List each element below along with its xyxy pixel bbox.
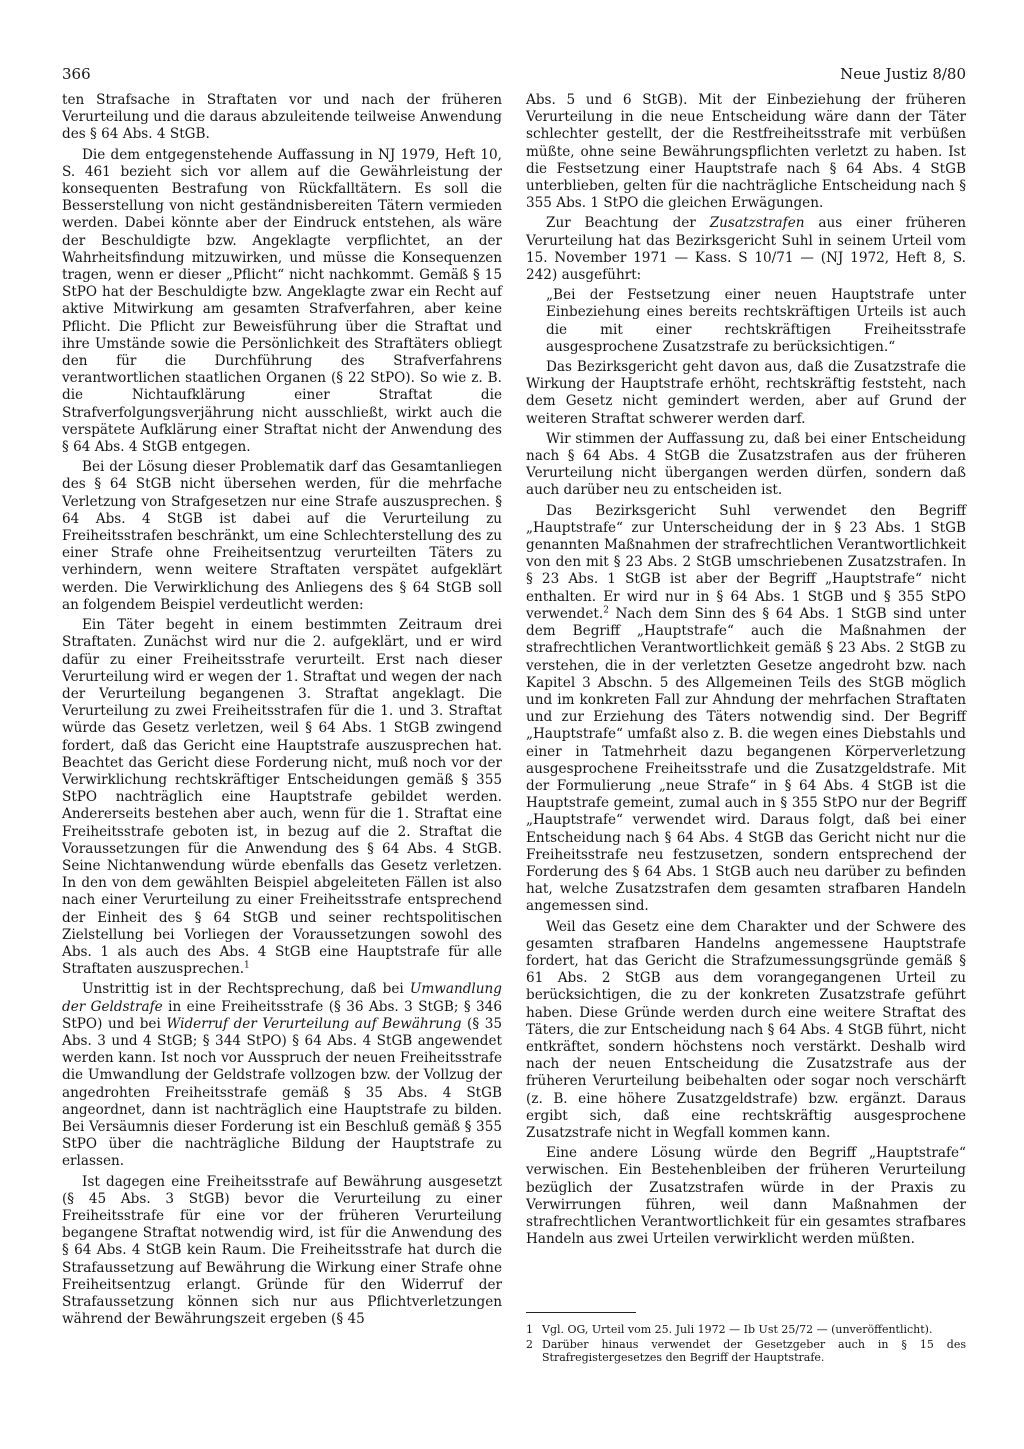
emphasis: Widerruf der Verurteilung auf Bewährung — [166, 1015, 462, 1032]
footnote — [526, 1338, 966, 1365]
footnote-divider — [526, 1312, 636, 1313]
right-column — [526, 92, 966, 1251]
paragraph: Bei der Lösung dieser Problematik darf das Gesamtanliegen des § 64 StGB nicht übersehen werden, für die mehrfache Verletzung von Strafgesetzen nur eine Strafe auszusprechen. § 64 Abs. 4 StGB ist dabei auf die Verurteilung zu Freiheitsstrafen beschränkt, um eine Schlechterstellung des zu einer Strafe ohne Freiheitsentzug verurteilten Täters zu verhindern, wenn weitere Straftaten verspätet aufgeklärt werden. Die Verwirklichung des Anliegens des § 64 StGB soll an folgendem Beispiel verdeutlicht werden: — [62, 459, 502, 613]
paragraph-text: (§ 35 Abs. 3 und 4 StGB; § 344 StPO) § 64 Abs. 4 StGB angewendet werden kann. Ist noch vor Ausspruch der neuen Freiheitsstrafe die Umwandlung der Geldstrafe vollzogen bzw. der Vollzug der angedrohten Freiheitsstrafe gemäß § 35 Abs. 4 StGB angeordnet, dann ist nachträglich eine Hauptstrafe zu bilden. Bei Versäumnis dieser Forderung ist ein Beschluß gemäß § 355 StPO über die nachträgliche Bildung der Hauptstrafe zu erlassen. — [62, 1015, 502, 1170]
paragraph: Wir stimmen der Auffassung zu, daß bei einer Entscheidung nach § 64 Abs. 4 StGB die Zusatzstrafen aus der früheren Verurteilung nicht übergangen werden dürfen, sondern daß auch darüber neu zu entscheiden ist. — [526, 430, 966, 499]
footnote-number: 2 — [526, 1337, 533, 1351]
emphasis: Umwandlung der Geldstrafe — [62, 981, 502, 1015]
page-number: 366 — [62, 65, 91, 83]
emphasis: Zusatzstrafen — [709, 215, 805, 232]
page — [62, 64, 966, 1424]
footnotes — [526, 1312, 966, 1366]
paragraph: Die dem entgegenstehende Auffassung in NJ 1979, Heft 10, S. 461 bezieht sich vor allem auf die Gewährleistung der konsequenten Bestrafung von Rückfalltätern. Es soll die Besserstellung von nicht geständnisbereiten Tätern vermieden werden. Dabei könnte aber der Eindruck entstehen, als wäre der Beschuldigte bzw. Angeklagte verpflichtet, an der Wahrheitsfindung mitzuwirken, und müsse die Konsequenzen tragen, wenn er dieser „Pflicht“ nicht nachkommt. Gemäß § 15 StPO hat der Beschuldigte bzw. Angeklagte zwar ein Recht auf aktive Mitwirkung am gesamten Strafverfahren, aber keine Pflicht. Die Pflicht zur Beweisführung über die Straftat und ihre Umstände sowie die Persönlichkeit des Straftäters obliegt den für die Durchführung des Strafverfahrens verantwortlichen staatlichen Organen (§ 22 StPO). So wie z. B. die Nichtaufklärung einer Straftat die Strafverfolgungsverjährung nicht ausschließt, wirkt auch die verspätete Aufklärung einer Straftat nicht der Anwendung des § 64 Abs. 4 StGB entgegen. — [62, 146, 502, 456]
paragraph: Das Bezirksgericht geht davon aus, daß die Zusatzstrafe die Wirkung der Hauptstrafe erhöht, rechtskräftig feststeht, nach dem Gesetz nicht gemindert werden, aber auf Grund der weiteren Straftat schwerer werden darf. — [526, 359, 966, 427]
footnote-text: Darüber hinaus verwendet der Gesetzgeber auch in § 15 des Strafregistergesetzes den Begriff der Hauptstrafe. — [542, 1337, 966, 1364]
footnote-marker: 2 — [603, 605, 609, 616]
paragraph — [526, 215, 966, 284]
footnote-number: 1 — [526, 1323, 533, 1336]
journal-issue: Neue Justiz 8/80 — [840, 65, 966, 83]
paragraph: Ist dagegen eine Freiheitsstrafe auf Bewährung ausgesetzt (§ 45 Abs. 3 StGB) bevor die Verurteilung zu einer Freiheitsstrafe für eine vor der früheren Verurteilung begangene Straftat notwendig wird, ist für die Anwendung des § 64 Abs. 4 StGB kein Raum. Die Freiheitsstrafe hat durch die Strafaussetzung auf Bewährung die Wirkung einer Strafe ohne Freiheitsentzug erlangt. Gründe für den Widerruf der Strafaussetzung können sich nur aus Pflichtverletzungen während der Bewährungszeit ergeben (§ 45 — [62, 1173, 502, 1328]
paragraph-text: Ein Täter begeht in einem bestimmten Zeitraum drei Straftaten. Zunächst wird nur die 2. aufgeklärt, und er wird dafür zu einer Freiheitsstrafe verurteilt. Erst nach dieser Verurteilung wird er wegen der 1. Straftat und wegen der nach der Verurteilung begangenen 3. Straftat angeklagt. Die Verurteilung zu zwei Freiheitsstrafen für die 1. und 3. Straftat würde das Gesetz verletzen, weil § 64 Abs. 1 StGB zwingend fordert, daß das Gericht eine Hauptstrafe auszusprechen hat. Beachtet das Gericht diese Forderung nicht, muß noch vor der Verwirklichung rechtskräftiger Entscheidungen gemäß § 355 StPO nachträglich eine Hauptstrafe gebildet werden. Andererseits bestehen aber auch, wenn für die 1. Straftat eine Freiheitsstrafe geboten ist, in bezug auf die 2. Straftat die Voraussetzungen für die Anwendung des § 64 Abs. 4 StGB. Seine Nichtanwendung würde ebenfalls das Gesetz verletzen. In den von dem gewählten Beispiel abgeleiteten Fällen ist also nach einer Verurteilung zu einer Freiheitsstrafe entsprechend der Einheit des § 64 StGB und seiner rechtspolitischen Zielstellung bei Vorliegen der Voraussetzungen sowohl des Abs. 1 als auch des Abs. 4 StGB eine Hauptstrafe für alle Straftaten auszusprechen. — [62, 617, 502, 978]
paragraph-text: Nach dem Sinn des § 64 Abs. 1 StGB sind unter dem Begriff „Hauptstrafe“ auch die Maßnahmen der strafrechtlichen Verantwortlichkeit gemäß § 23 Abs. 2 StGB zu verstehen, die in der verletzten Gesetze angedroht bzw. nach Kapitel 3 Abschn. 5 des Allgemeinen Teils des StGB möglich und im konkreten Fall zur Ahndung der mehrfachen Straftaten und zur Erziehung des Täters notwendig sind. Der Begriff „Hauptstrafe“ umfaßt also z. B. die wegen eines Diebstahls und einer in Tatmehrheit dazu begangenen Körperverletzung ausgesprochene Freiheitsstrafe und die Zusatzgeldstrafe. Mit der Formulierung „neue Strafe“ in § 64 Abs. 4 StGB ist die Hauptstrafe gemeint, zumal auch in § 355 StPO nur der Begriff „Hauptstrafe“ verwendet wird. Daraus folgt, daß bei einer Entscheidung nach § 64 Abs. 4 StGB das Gericht nicht nur die Freiheitsstrafe neu festzusetzen, sondern entsprechend der Forderung des § 64 Abs. 1 StGB auch neu darüber zu befinden hat, welche Zusatzstrafen dem gesamten strafbaren Handeln angemessen sind. — [526, 605, 966, 915]
paragraph — [526, 503, 966, 916]
page-header — [62, 64, 966, 84]
paragraph — [62, 981, 502, 1170]
paragraph: Abs. 5 und 6 StGB). Mit der Einbeziehung der früheren Verurteilung in die neue Entscheidung wäre dann der Täter schlechter gestellt, der die Restfreiheitsstrafe mit verbüßen müßte, ohne seine Bewährungspflichten verletzt zu haben. Ist die Festsetzung einer Hauptstrafe nach § 64 Abs. 4 StGB unterblieben, gelten für die nachträgliche Entscheidung nach § 355 Abs. 1 StPO die gleichen Erwägungen. — [526, 92, 966, 212]
paragraph-text: aus einer früheren Verurteilung hat das Bezirksgericht Suhl in seinem Urteil vom 15. November 1971 — Kass. S 10/71 — (NJ 1972, Heft 8, S. 242) ausgeführt: — [526, 215, 966, 284]
footnote — [526, 1323, 966, 1337]
paragraph — [62, 617, 502, 978]
paragraph-text: Das Bezirksgericht Suhl verwendet den Begriff „Hauptstrafe“ zur Unterscheidung der in § 23 Abs. 1 StGB genannten Maßnahmen der strafrechtlichen Verantwortlichkeit von den mit § 23 Abs. 2 StGB umschriebenen Zusatzstrafen. In § 23 Abs. 1 StGB ist aber der Begriff „Hauptstrafe“ nicht enthalten. Er wird nur in § 64 Abs. 1 StGB und § 355 StPO verwendet. — [526, 502, 966, 622]
paragraph: ten Strafsache in Straftaten vor und nach der früheren Verurteilung und die daraus abzuleitende teilweise Anwendung des § 64 Abs. 4 StGB. — [62, 92, 502, 143]
paragraph-text: Unstrittig ist in der Rechtsprechung, daß bei — [82, 981, 410, 998]
paragraph-text: in eine Freiheitsstrafe (§ 36 Abs. 3 StGB; § 346 StPO) und bei — [62, 998, 502, 1032]
left-column — [62, 92, 502, 1331]
paragraph: Eine andere Lösung würde den Begriff „Hauptstrafe“ verwischen. Ein Bestehenbleiben der früheren Verurteilung bezüglich der Zusatzstrafen würde in der Praxis zu Verwirrungen führen, weil dann Maßnahmen der strafrechtlichen Verantwortlichkeit für ein gesamtes strafbares Handeln aus zwei Urteilen verwirklicht werden müßten. — [526, 1145, 966, 1248]
paragraph-text: Zur Beachtung der — [546, 215, 710, 232]
footnote-marker: 1 — [244, 960, 250, 971]
block-quote: „Bei der Festsetzung einer neuen Hauptstrafe unter Einbeziehung eines bereits rechtskräftigen Urteils ist auch die mit einer rechtskräftigen Freiheitsstrafe ausgesprochene Zusatzstrafe zu berücksichtigen.“ — [546, 287, 966, 355]
paragraph: Weil das Gesetz eine dem Charakter und der Schwere des gesamten strafbaren Handelns angemessene Hauptstrafe fordert, hat das Gericht die Strafzumessungsgründe gemäß § 61 Abs. 2 StGB aus dem vorangegangenen Urteil zu berücksichtigen, die zu der konkreten Zusatzstrafe geführt haben. Diese Gründe werden durch eine weitere Straftat des Täters, die zur Entscheidung nach § 64 Abs. 4 StGB führt, nicht entkräftet, sondern höchstens noch verstärkt. Deshalb wird nach der neuen Entscheidung die Zusatzstrafe aus der früheren Verurteilung beibehalten oder sogar noch verschärft (z. B. eine höhere Zusatzgeldstrafe) bzw. ergänzt. Daraus ergibt sich, daß eine rechtskräftig ausgesprochene Zusatzstrafe nicht in Wegfall kommen kann. — [526, 918, 966, 1141]
footnote-text: Vgl. OG, Urteil vom 25. Juli 1972 — Ib Ust 25/72 — (unveröffentlicht). — [542, 1323, 933, 1336]
